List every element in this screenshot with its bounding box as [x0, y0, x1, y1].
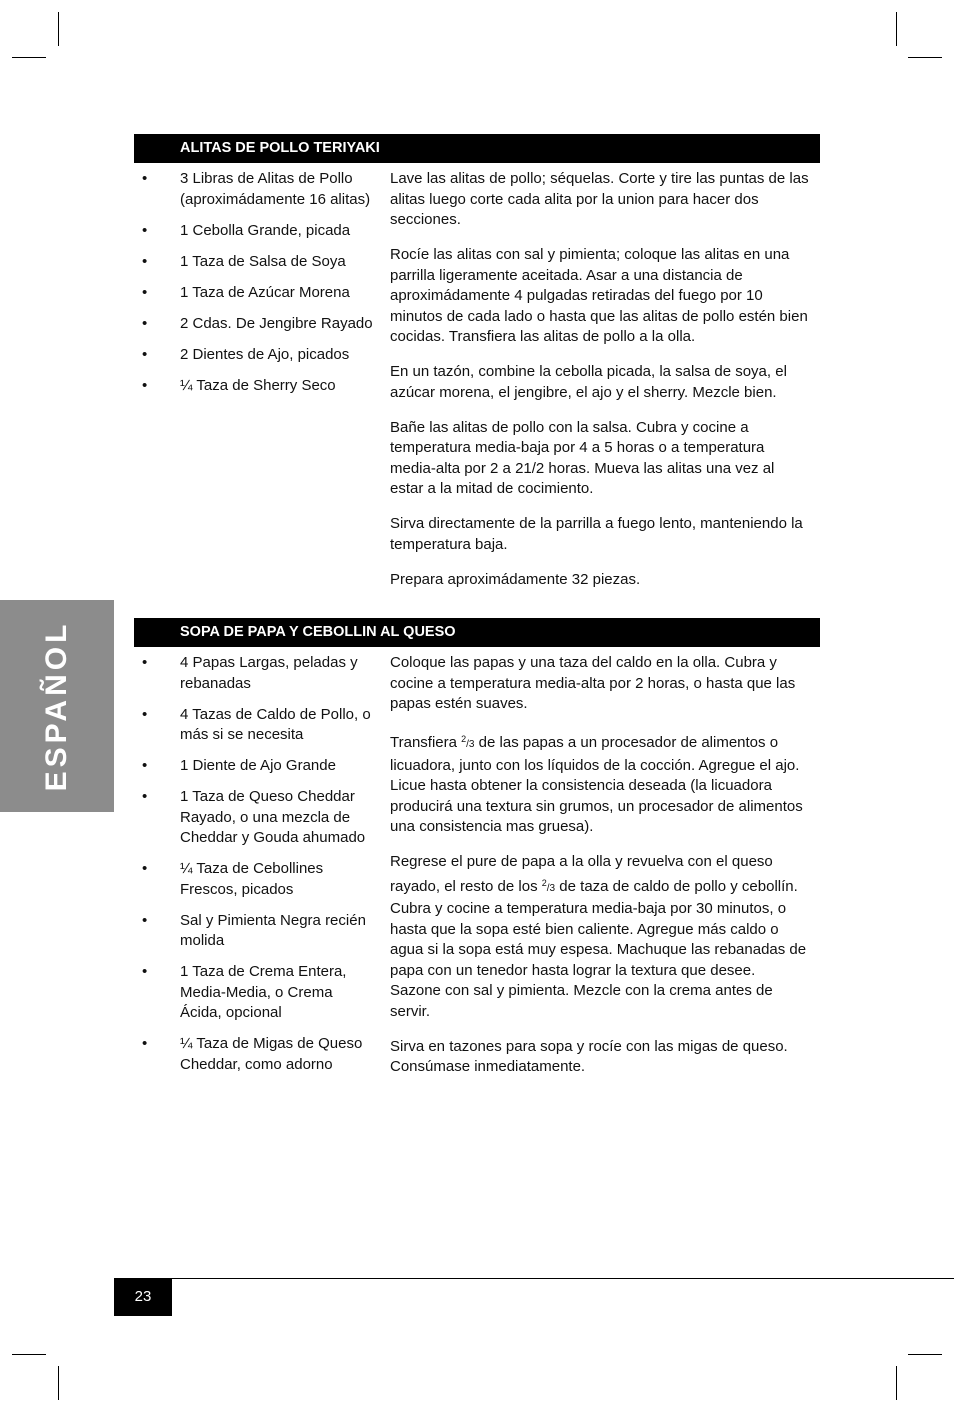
- instruction-paragraph: Rocíe las alitas con sal y pimienta; coloque las alitas en una parrilla ligeramente aceitada. Asar a una distancia de aproximádamente 4 pulgadas retiradas del fuego por 10 minutos de cada lado o hasta que las alitas de pollo estén bien cocidas. Transfiera las alitas de pollo a la olla.: [390, 246, 808, 345]
- list-item: • 2 Dientes de Ajo, picados: [142, 345, 350, 363]
- crop-mark: [908, 57, 942, 58]
- list-item: • 1 Taza de Crema Entera, Media-Media, o Crema Ácida, opcional: [142, 963, 347, 1021]
- page-number: 23: [114, 1278, 172, 1316]
- instruction-paragraph: Coloque las papas y una taza del caldo en la olla. Cubra y cocine a temperatura media-alta por 2 horas, o hasta que las papas estén suaves.: [390, 654, 796, 712]
- ingredient-list: [134, 653, 374, 1086]
- crop-mark: [896, 1366, 897, 1400]
- list-item: • 4 Tazas de Caldo de Pollo, o más si se necesita: [142, 705, 371, 743]
- instruction-paragraph: En un tazón, combine la cebolla picada, la salsa de soya, el azúcar morena, el jengibre, el ajo y el sherry. Mezcle bien.: [390, 363, 787, 401]
- instruction-paragraph: Lave las alitas de pollo; séquelas. Corte y tire las puntas de las alitas luego corte cada alita por la union para hacer dos secciones.: [390, 170, 809, 228]
- list-item: • Sal y Pimienta Negra recién molida: [142, 911, 366, 949]
- crop-mark: [58, 1366, 59, 1400]
- recipe-potato-soup: [134, 618, 820, 1075]
- list-item: • 3 Libras de Alitas de Pollo (aproximádamente 16 alitas): [142, 170, 371, 208]
- list-item: • 4 Papas Largas, peladas y rebanadas: [142, 654, 358, 692]
- instruction-paragraph: Transfiera $^2$/3 de las papas a un procesador de alimentos o licuadora, junto con los líquidos de la cocción. Agregue el ajo. Licue hasta obtener la consistencia deseada (la licuadora producirá una textura sin grumos, un procesador de alimentos una consistencia mas gruesa).: [390, 734, 803, 835]
- list-item: • 1 Diente de Ajo Grande: [142, 757, 336, 774]
- list-item: • ¼ Taza de Migas de Queso Cheddar, como adorno: [142, 1035, 363, 1073]
- recipe-title: SOPA DE PAPA Y CEBOLLIN AL QUESO: [134, 618, 820, 647]
- recipe-teriyaki-wings: [134, 134, 820, 588]
- ingredient-list: [134, 169, 374, 407]
- list-item: • 2 Cdas. De Jengibre Rayado: [142, 314, 373, 332]
- list-item: • 1 Taza de Salsa de Soya: [142, 252, 346, 270]
- instruction-paragraph: Bañe las alitas de pollo con la salsa. Cubra y cocine a temperatura media-baja por 4 a 5 horas o a temperatura media-alta por 2 a 21/2 horas. Mueva las alitas una vez al estar a la mitad de cocimiento.: [390, 418, 775, 497]
- language-tab-label: ESPAÑOL: [40, 620, 73, 792]
- crop-mark: [12, 1354, 46, 1355]
- crop-mark: [896, 12, 897, 46]
- footer-rule: [114, 1278, 954, 1279]
- instruction-paragraph: Prepara aproximádamente 32 piezas.: [390, 570, 641, 588]
- instructions: [390, 653, 810, 1092]
- instructions: [390, 169, 810, 605]
- list-item: • ¼ Taza de Cebollines Frescos, picados: [142, 860, 324, 898]
- list-item: • ¼ Taza de Sherry Seco: [142, 376, 336, 394]
- list-item: • 1 Taza de Queso Cheddar Rayado, o una mezcla de Cheddar y Gouda ahumado: [142, 788, 366, 846]
- instruction-paragraph: Sirva en tazones para sopa y rocíe con las migas de queso. Consúmase inmediatamente.: [390, 1037, 788, 1075]
- crop-mark: [12, 57, 46, 58]
- crop-mark: [58, 12, 59, 46]
- instruction-paragraph: Regrese el pure de papa a la olla y revuelva con el queso rayado, el resto de los $^2$/3 de taza de caldo de pollo y cebollín. Cubra y cocine a temperatura media-baja por 30 minutos, o hasta que la sopa esté bien caliente. Agregue más caldo o agua si la sopa está muy espesa. Machuque las rebanadas de papa con un tenedor hasta lograr la textura que desee. Sazone con sal y pimienta. Mezcle con la crema antes de servir.: [390, 853, 807, 1020]
- list-item: • 1 Cebolla Grande, picada: [142, 221, 351, 239]
- list-item: • 1 Taza de Azúcar Morena: [142, 283, 350, 301]
- instruction-paragraph: Sirva directamente de la parrilla a fuego lento, manteniendo la temperatura baja.: [390, 515, 803, 553]
- recipe-title: ALITAS DE POLLO TERIYAKI: [134, 134, 820, 163]
- crop-mark: [908, 1354, 942, 1355]
- language-tab: [0, 600, 114, 812]
